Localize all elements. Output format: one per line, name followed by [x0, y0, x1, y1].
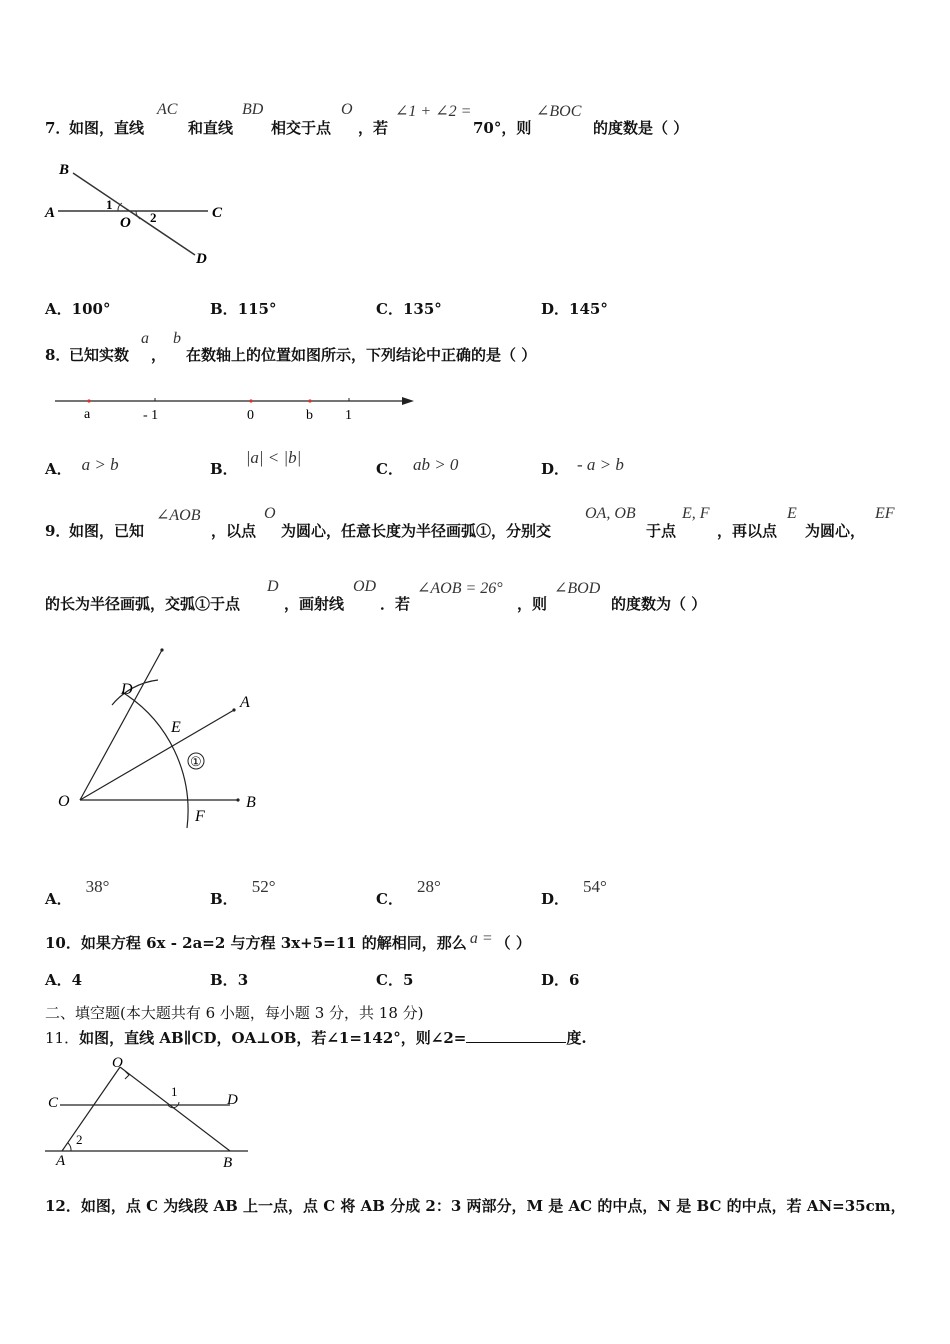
- q11-label-o: O: [112, 1055, 123, 1071]
- q9-text-6: 为圆心，: [805, 522, 866, 540]
- q10-stem: [45, 932, 531, 958]
- q7-label-2: 2: [150, 210, 157, 225]
- q9-math-ef: EF: [875, 505, 895, 522]
- q11-label-2: 2: [76, 1132, 83, 1147]
- q9-option-c-value: 28°: [416, 877, 441, 896]
- q9-ray-od: [80, 650, 162, 800]
- q10-option-c[interactable]: [376, 969, 413, 990]
- label-one: 1: [345, 408, 352, 423]
- q12-text: 如图，点 C 为线段 AB 上一点，点 C 将 AB 分成 2：3 两部分，M 是 AC 的中点，N 是 BC 的中点，若 AN=35cm，: [80, 1197, 906, 1215]
- q7-label-o: O: [120, 215, 131, 231]
- q9-stem-line-2: [45, 578, 905, 618]
- q11-figure: [40, 1055, 260, 1175]
- q8-math-b: b: [173, 330, 181, 347]
- q10-option-d-label: D．: [541, 971, 570, 989]
- label-b: b: [306, 408, 313, 423]
- q9-option-a-value: 38°: [85, 877, 110, 896]
- q7-option-a-value: 100°: [71, 300, 111, 318]
- q9-option-c[interactable]: [376, 877, 441, 909]
- q9-label-f: F: [195, 808, 205, 825]
- q9-arc-1: [122, 692, 188, 828]
- q9-option-a[interactable]: [45, 877, 110, 909]
- q7-option-b[interactable]: [210, 298, 277, 319]
- q8-math-a: a: [141, 330, 149, 347]
- q9-label-circled-one: ①: [190, 754, 202, 769]
- q11-label-1: 1: [171, 1084, 178, 1099]
- q9-dot-b-end: [236, 798, 239, 801]
- label-a: a: [84, 407, 91, 422]
- q9-text-1: 如图，已知: [69, 522, 145, 540]
- q8-text-3: 在数轴上的位置如图所示，下列结论中正确的是（ ）: [186, 346, 537, 364]
- q11-segment-ob: [120, 1067, 230, 1151]
- q10-text-1: 如果方程 6x - 2a=2 与方程 3x+5=11 的解相同，那么: [80, 934, 467, 952]
- q9-text-10: ，则: [517, 595, 548, 613]
- q12-number: 12．: [45, 1197, 81, 1215]
- q7-text-2: 和直线: [188, 119, 234, 137]
- q10-text-2: （ ）: [495, 934, 531, 952]
- q7-text-1: 如图，直线: [69, 119, 145, 137]
- q9-math-aob-26: ∠AOB = 26°: [417, 580, 503, 597]
- q8-number: 8．: [45, 346, 71, 364]
- q9-dot-d-end: [160, 648, 163, 651]
- q11-text-2: 度.: [566, 1029, 587, 1047]
- q11-label-a: A: [56, 1153, 66, 1169]
- q8-option-a-label: A．: [45, 460, 72, 478]
- q11-label-b: B: [223, 1155, 233, 1171]
- point-b: [308, 399, 311, 402]
- q9-text-3: 为圆心，任意长度为半径画弧①，分别交: [281, 522, 552, 540]
- point-zero: [249, 399, 252, 402]
- q7-math-ac: AC: [157, 101, 178, 118]
- label-neg1: - 1: [143, 408, 159, 423]
- q9-math-o: O: [264, 505, 276, 522]
- q10-number: 10．: [45, 934, 81, 952]
- q7-option-a-label: A．: [45, 300, 72, 318]
- q9-label-a: A: [240, 694, 250, 711]
- q11-label-d: D: [227, 1092, 238, 1108]
- q8-option-b[interactable]: [210, 448, 302, 479]
- q9-label-d: D: [121, 681, 133, 698]
- q11-text-1: 如图，直线 AB∥CD，OA⊥OB，若∠1=142°，则∠2=: [79, 1029, 467, 1047]
- q7-label-b: B: [59, 162, 70, 178]
- q7-option-d-value: 145°: [569, 300, 608, 318]
- section-2-heading: 二、填空题(本大题共有 6 小题，每小题 3 分，共 18 分): [45, 1004, 424, 1022]
- q9-option-b[interactable]: [210, 877, 276, 909]
- q9-figure: [50, 640, 280, 840]
- q10-option-d-value: 6: [569, 971, 580, 989]
- q8-option-a-value: a > b: [81, 455, 119, 474]
- label-zero: 0: [247, 408, 254, 423]
- q9-text-11: 的度数为（ ）: [611, 595, 707, 613]
- q9-text-5: ，再以点: [717, 522, 778, 540]
- q9-math-aob: ∠AOB: [156, 507, 201, 524]
- q7-text-4: ，若: [358, 119, 389, 137]
- q7-option-c-label: C．: [376, 300, 403, 318]
- q9-option-d-label: D．: [541, 890, 570, 908]
- q11-label-c: C: [48, 1095, 59, 1111]
- q8-option-d[interactable]: [541, 455, 624, 479]
- q7-option-b-value: 115°: [237, 300, 277, 318]
- q9-math-ef-points: E, F: [682, 505, 710, 522]
- q11-answer-blank[interactable]: [466, 1028, 566, 1043]
- q8-option-c[interactable]: [376, 455, 459, 479]
- q7-math-sum: ∠1 + ∠2 =: [395, 103, 472, 120]
- q7-text-3: 相交于点: [271, 119, 332, 137]
- q9-text-7: 的长为半径画弧，交弧①于点: [45, 595, 241, 613]
- q9-label-e: E: [171, 719, 181, 736]
- q10-option-b-label: B．: [210, 971, 238, 989]
- q7-text-5: 70°，则: [473, 119, 532, 137]
- q9-label-o: O: [58, 793, 70, 810]
- q7-label-c: C: [212, 205, 223, 221]
- q8-option-b-value: |a| < |b|: [245, 448, 302, 467]
- q9-math-oa-ob: OA, OB: [585, 505, 636, 522]
- q9-math-e: E: [787, 505, 797, 522]
- q9-text-2: ，以点: [211, 522, 257, 540]
- q9-option-b-label: B．: [210, 890, 238, 908]
- q11-stem: [45, 1027, 587, 1048]
- q9-option-a-label: A．: [45, 890, 72, 908]
- q10-option-c-label: C．: [376, 971, 403, 989]
- q7-math-bd: BD: [242, 101, 264, 118]
- q8-option-c-value: ab > 0: [412, 455, 459, 474]
- q8-option-a[interactable]: [45, 455, 119, 479]
- q7-label-d: D: [196, 251, 207, 267]
- q9-stem-line-1: [45, 505, 905, 545]
- q10-option-a[interactable]: [45, 969, 82, 990]
- q10-option-b[interactable]: [210, 969, 248, 990]
- q7-line-bd: [73, 173, 195, 255]
- q9-math-d: D: [267, 578, 279, 595]
- q10-option-a-label: A．: [45, 971, 72, 989]
- q7-math-boc: ∠BOC: [536, 103, 582, 120]
- number-line-arrow: [402, 397, 414, 405]
- q9-option-c-label: C．: [376, 890, 403, 908]
- q9-option-b-value: 52°: [251, 877, 276, 896]
- q7-option-d-label: D．: [541, 300, 570, 318]
- q7-option-d[interactable]: [541, 298, 608, 319]
- q10-option-c-value: 5: [402, 971, 414, 989]
- q8-text-1: 已知实数: [69, 346, 130, 364]
- q10-option-b-value: 3: [237, 971, 249, 989]
- q7-number: 7．: [45, 119, 71, 137]
- q9-text-9: ．若: [380, 595, 411, 613]
- q7-math-o: O: [341, 101, 353, 118]
- q11-number: 11．: [45, 1029, 80, 1047]
- q9-dot-a-end: [232, 708, 235, 711]
- q10-math-a: a =: [469, 930, 493, 947]
- q12-stem: [45, 1195, 906, 1216]
- point-a: [87, 399, 90, 402]
- q9-option-d[interactable]: [541, 877, 607, 909]
- q8-number-line: [50, 388, 420, 428]
- q11-segment-oa: [62, 1067, 120, 1151]
- q11-angle-2-arc: [68, 1143, 71, 1151]
- q8-option-b-label: B．: [210, 460, 238, 478]
- q7-label-a: A: [45, 205, 56, 221]
- q7-figure: [40, 155, 240, 270]
- q7-option-b-label: B．: [210, 300, 238, 318]
- q10-option-d[interactable]: [541, 969, 579, 990]
- q9-text-8: ，画射线: [284, 595, 345, 613]
- q9-number: 9．: [45, 522, 71, 540]
- q8-option-c-label: C．: [376, 460, 403, 478]
- q7-label-1: 1: [106, 197, 113, 212]
- q9-label-b: B: [246, 794, 256, 811]
- q9-math-bod: ∠BOD: [554, 580, 601, 597]
- q7-option-a[interactable]: [45, 298, 110, 319]
- q7-option-c[interactable]: [376, 298, 442, 319]
- q8-text-2: ，: [151, 346, 167, 364]
- q7-option-c-value: 135°: [402, 300, 442, 318]
- q10-option-a-value: 4: [71, 971, 83, 989]
- q9-math-od: OD: [353, 578, 377, 595]
- q9-option-d-value: 54°: [583, 877, 607, 896]
- q7-text-6: 的度数是（ ）: [593, 119, 689, 137]
- q8-option-d-label: D．: [541, 460, 570, 478]
- q8-option-d-value: - a > b: [577, 455, 624, 474]
- q9-text-4: 于点: [646, 522, 677, 540]
